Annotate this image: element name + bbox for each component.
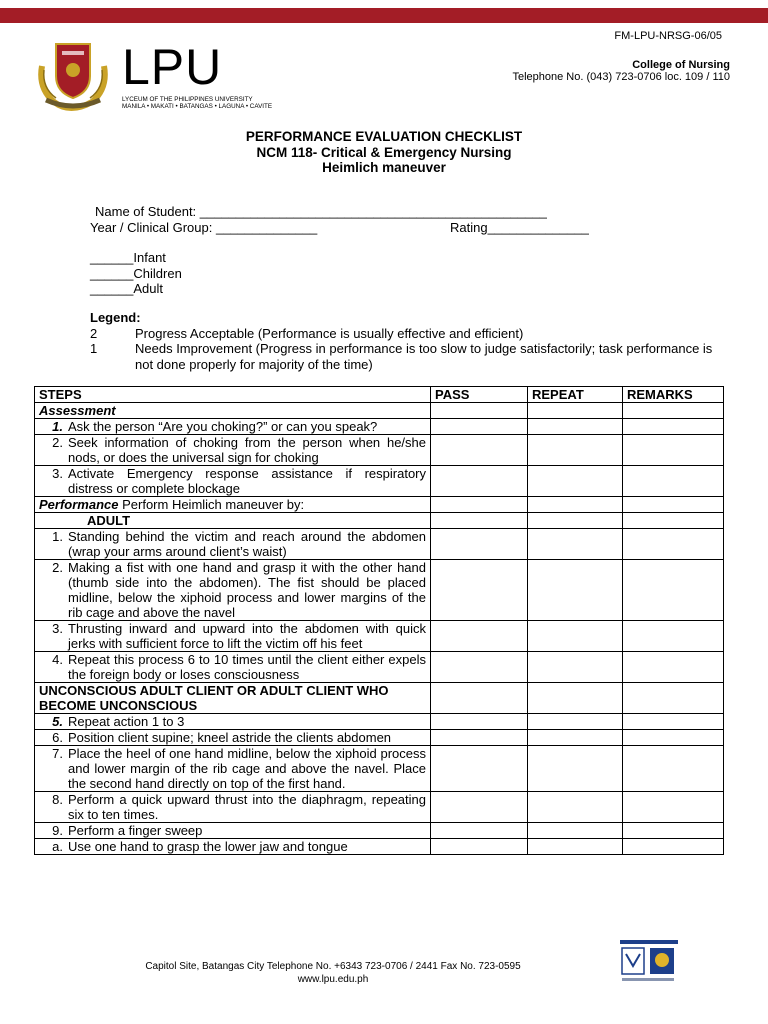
- step-text: Standing behind the victim and reach around the abdomen (wrap your arms around client’s waist): [68, 529, 426, 559]
- pass-cell[interactable]: [431, 839, 528, 855]
- age-option-children: ______Children: [90, 265, 182, 281]
- step-cell: [35, 419, 431, 435]
- repeat-cell[interactable]: [528, 419, 623, 435]
- step-number: 8.: [52, 792, 63, 807]
- step-number: 1.: [52, 419, 63, 434]
- table-row: [35, 652, 724, 683]
- pass-cell[interactable]: [431, 652, 528, 683]
- step-number: a.: [52, 839, 63, 854]
- table-row: [35, 621, 724, 652]
- remarks-cell[interactable]: [623, 435, 724, 466]
- repeat-cell[interactable]: [528, 529, 623, 560]
- lpu-wordmark: LPU: [122, 39, 223, 95]
- section-performance: [35, 497, 724, 513]
- header-repeat: REPEAT: [528, 387, 623, 403]
- step-number: 2.: [52, 435, 63, 450]
- table-row: [35, 435, 724, 466]
- step-cell: [35, 466, 431, 497]
- step-cell: [35, 560, 431, 621]
- repeat-cell[interactable]: [528, 839, 623, 855]
- step-number: 1.: [52, 529, 63, 544]
- step-text: Thrusting inward and upward into the abdomen with quick jerks with sufficient force to lift the victim off his feet: [68, 621, 426, 651]
- pass-cell[interactable]: [431, 823, 528, 839]
- repeat-cell[interactable]: [528, 714, 623, 730]
- step-cell: [35, 529, 431, 560]
- university-seal-logo: [34, 36, 112, 114]
- pass-cell[interactable]: [431, 466, 528, 497]
- step-cell: [35, 823, 431, 839]
- remarks-cell[interactable]: [623, 714, 724, 730]
- remarks-cell[interactable]: [623, 746, 724, 792]
- age-option-adult: ______Adult: [90, 281, 164, 296]
- repeat-cell[interactable]: [528, 513, 623, 529]
- header-remarks: REMARKS: [623, 387, 724, 403]
- step-cell: [35, 730, 431, 746]
- step-text: Position client supine; kneel astride the clients abdomen: [68, 730, 392, 745]
- table-row: [35, 419, 724, 435]
- pass-cell[interactable]: [431, 560, 528, 621]
- footer-website[interactable]: www.lpu.edu.ph: [297, 974, 369, 985]
- step-text: Perform a finger sweep: [68, 823, 203, 838]
- top-accent-bar: [0, 8, 768, 23]
- repeat-cell[interactable]: [528, 730, 623, 746]
- repeat-cell[interactable]: [528, 497, 623, 513]
- step-number: 2.: [52, 560, 63, 575]
- step-cell: [35, 746, 431, 792]
- step-text: Ask the person “Are you choking?” or can you speak?: [68, 419, 378, 434]
- student-name-field: Name of Student: ________________________________________________: [95, 204, 547, 219]
- pass-cell[interactable]: [431, 513, 528, 529]
- step-cell: [35, 621, 431, 652]
- header-pass: PASS: [431, 387, 528, 403]
- header-steps: STEPS: [35, 387, 431, 403]
- table-row: [35, 839, 724, 855]
- repeat-cell[interactable]: [528, 403, 623, 419]
- checklist-body: [35, 403, 724, 855]
- pass-cell[interactable]: [431, 403, 528, 419]
- step-number: 3.: [52, 621, 63, 636]
- remarks-cell[interactable]: [623, 497, 724, 513]
- remarks-cell[interactable]: [623, 529, 724, 560]
- pass-cell[interactable]: [431, 683, 528, 714]
- pass-cell[interactable]: [431, 621, 528, 652]
- table-row: [35, 792, 724, 823]
- remarks-cell[interactable]: [623, 621, 724, 652]
- step-text: Repeat action 1 to 3: [68, 714, 185, 729]
- step-text: Making a fist with one hand and grasp it with the other hand (thumb side into the abdomen). The fist should be placed midline, below the xiphoid process and lower margins of the rib cage and above the navel: [68, 560, 426, 620]
- age-option-infant: ______Infant: [90, 250, 166, 265]
- pass-cell[interactable]: [431, 792, 528, 823]
- page-footer: [0, 960, 666, 986]
- table-row: [35, 529, 724, 560]
- legend-item: 2 Progress Acceptable (Performance is usually effective and efficient): [90, 325, 524, 341]
- table-header-row: [35, 387, 724, 403]
- step-text: Use one hand to grasp the lower jaw and tongue: [68, 839, 348, 854]
- repeat-cell[interactable]: [528, 792, 623, 823]
- section-performance-label: Performance Perform Heimlich maneuver by:: [35, 497, 431, 513]
- lpu-subtitle: LYCEUM OF THE PHILIPPINES UNIVERSITY MANILA • MAKATI • BATANGAS • LAGUNA • CAVITE: [122, 96, 273, 110]
- pass-cell[interactable]: [431, 746, 528, 792]
- pass-cell[interactable]: [431, 419, 528, 435]
- remarks-cell[interactable]: [623, 683, 724, 714]
- clinical-group-row: [90, 220, 589, 236]
- pass-cell[interactable]: [431, 714, 528, 730]
- repeat-cell[interactable]: [528, 652, 623, 683]
- document-title: [0, 129, 768, 176]
- repeat-cell[interactable]: [528, 823, 623, 839]
- remarks-cell[interactable]: [623, 513, 724, 529]
- remarks-cell[interactable]: [623, 560, 724, 621]
- evaluation-checklist-table: [34, 386, 724, 855]
- section-assessment: [35, 403, 724, 419]
- footer-address: Capitol Site, Batangas City Telephone No. +6343 723-0706 / 2441 Fax No. 723-0595: [145, 961, 521, 972]
- step-text: Activate Emergency response assistance if respiratory distress or complete blockage: [68, 466, 426, 496]
- section-adult-label: ADULT: [35, 513, 431, 529]
- step-cell: [35, 435, 431, 466]
- pass-cell[interactable]: [431, 497, 528, 513]
- step-number: 3.: [52, 466, 63, 481]
- step-text: Repeat this process 6 to 10 times until the client either expels the foreign body or loses consciousness: [68, 652, 426, 682]
- table-row: [35, 714, 724, 730]
- section-assessment-label: Assessment: [35, 403, 431, 419]
- step-cell: [35, 839, 431, 855]
- step-number: 4.: [52, 652, 63, 667]
- college-name: College of Nursing: [632, 59, 730, 71]
- iso-certification-badge: [620, 940, 678, 986]
- table-row: [35, 746, 724, 792]
- legend-item: 1 Needs Improvement (Progress in performance is too slow to judge satisfactorily; task performance is not done properly for majority of the time): [90, 341, 713, 372]
- step-text: Place the heel of one hand midline, below the xiphoid process and lower margin of the rib cage and above the navel. Place the second hand directly on top of the first hand.: [68, 746, 426, 791]
- section-unconscious-label: UNCONSCIOUS ADULT CLIENT OR ADULT CLIENT WHO BECOME UNCONSCIOUS: [35, 683, 431, 714]
- step-number: 9.: [52, 823, 63, 838]
- remarks-cell[interactable]: [623, 419, 724, 435]
- step-text: Perform a quick upward thrust into the diaphragm, repeating six to ten times.: [68, 792, 426, 822]
- repeat-cell[interactable]: [528, 621, 623, 652]
- form-code: FM-LPU-NRSG-06/05: [614, 30, 722, 42]
- repeat-cell[interactable]: [528, 435, 623, 466]
- legend-title: Legend:: [90, 310, 141, 325]
- remarks-cell[interactable]: [623, 466, 724, 497]
- title-line-3: Heimlich maneuver: [322, 160, 446, 175]
- section-adult: [35, 513, 724, 529]
- college-telephone: Telephone No. (043) 723-0706 loc. 109 / 110: [512, 71, 730, 83]
- clinical-group-field: Year / Clinical Group: ______________: [90, 220, 318, 235]
- repeat-cell[interactable]: [528, 683, 623, 714]
- remarks-cell[interactable]: [623, 839, 724, 855]
- pass-cell[interactable]: [431, 730, 528, 746]
- title-line-2: NCM 118- Critical & Emergency Nursing: [256, 144, 512, 160]
- rating-legend: [90, 310, 730, 372]
- section-unconscious: [35, 683, 724, 714]
- remarks-cell[interactable]: [623, 403, 724, 419]
- pass-cell[interactable]: [431, 529, 528, 560]
- step-cell: [35, 792, 431, 823]
- remarks-cell[interactable]: [623, 823, 724, 839]
- title-line-1: PERFORMANCE EVALUATION CHECKLIST: [245, 129, 523, 144]
- remarks-cell[interactable]: [623, 730, 724, 746]
- repeat-cell[interactable]: [528, 746, 623, 792]
- step-text: Seek information of choking from the person when he/she nods, or does the universal sign for choking: [68, 435, 426, 465]
- remarks-cell[interactable]: [623, 652, 724, 683]
- table-row: [35, 730, 724, 746]
- repeat-cell[interactable]: [528, 466, 623, 497]
- remarks-cell[interactable]: [623, 792, 724, 823]
- table-row: [35, 466, 724, 497]
- step-number: 7.: [52, 746, 63, 761]
- table-row: [35, 560, 724, 621]
- repeat-cell[interactable]: [528, 560, 623, 621]
- pass-cell[interactable]: [431, 435, 528, 466]
- rating-field: Rating______________: [450, 220, 589, 235]
- step-number: 5.: [52, 714, 63, 729]
- student-info-fields: [90, 204, 589, 236]
- step-cell: [35, 714, 431, 730]
- step-number: 6.: [52, 730, 63, 745]
- table-row: [35, 823, 724, 839]
- age-group-options: [90, 250, 182, 297]
- step-cell: [35, 652, 431, 683]
